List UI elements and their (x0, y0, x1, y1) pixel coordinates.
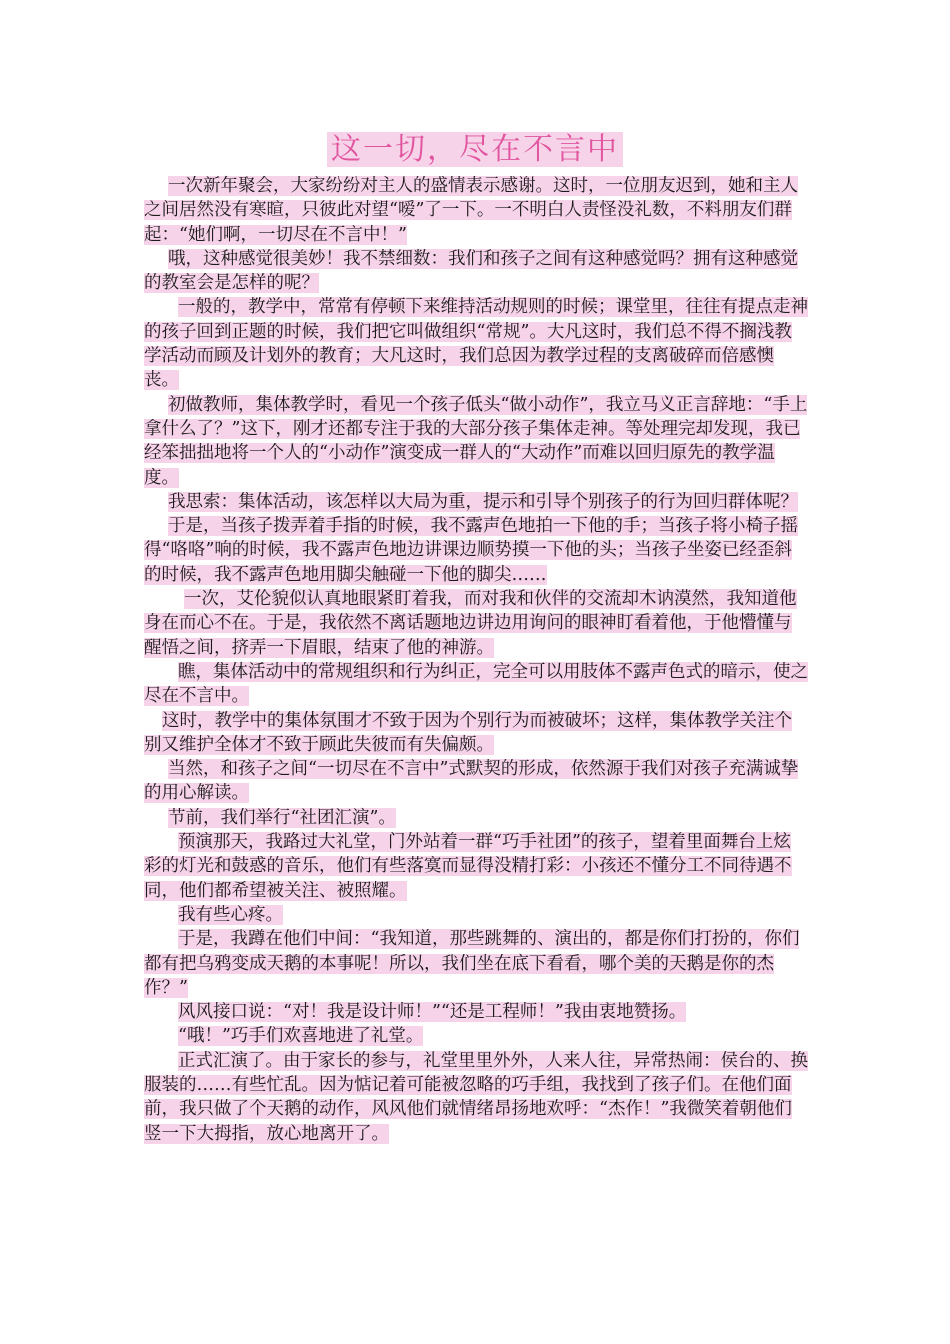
document-body (144, 174, 808, 1146)
paragraph: 一次新年聚会，大家纷纷对主人的盛情表示感谢。这时，一位朋友迟到，她和主人之间居然没有寒暄，只彼此对望“嗳”了一下。一不明白人责怪没礼数，不料朋友们群起：“她们啊，一切尽在不言中！” (144, 176, 798, 245)
paragraph: 我有些心疼。 (178, 904, 283, 925)
paragraph: 于是，当孩子拨弄着手指的时候，我不露声色地拍一下他的手；当孩子将小椅子摇得“咯咯”响的时候，我不露声色地边讲课边顺势摸一下他的头；当孩子坐姿已经歪斜的时候，我不露声色地用脚尖触碰一下他的脚尖…… (144, 516, 798, 585)
paragraph: 预演那天，我路过大礼堂，门外站着一群“巧手社团”的孩子，望着里面舞台上炫彩的灯光和鼓惑的音乐，他们有些落寞而显得没精打彩：小孩还不懂分工不同待遇不同，他们都希望被关注、被照耀。 (144, 832, 792, 901)
paragraph: 一般的，教学中，常常有停顿下来维持活动规则的时候；课堂里，往往有提点走神的孩子回到正题的时候，我们把它叫做组织“常规”。大凡这时，我们总不得不搁浅教学活动而顾及计划外的教育；大凡这时，我们总因为教学过程的支离破碎而倍感懊丧。 (144, 297, 808, 391)
paragraph: 于是，我蹲在他们中间：“我知道，那些跳舞的、演出的，都是你们打扮的，你们都有把乌鸦变成天鹅的本事呢！所以，我们坐在底下看看，哪个美的天鹅是你的杰作？” (144, 929, 800, 998)
paragraph: 瞧，集体活动中的常规组织和行为纠正，完全可以用肢体不露声色式的暗示，使之尽在不言中。 (144, 661, 808, 707)
paragraph: “哦！”巧手们欢喜地进了礼堂。 (178, 1026, 424, 1047)
paragraph: 正式汇演了。由于家长的参与，礼堂里里外外，人来人往，异常热闹：侯台的、换服装的……有些忙乱。因为惦记着可能被忽略的巧手组，我找到了孩子们。在他们面前，我只做了个天鹅的动作，风风他们就情绪昂扬地欢呼：“杰作！”我微笑着朝他们竖一下大拇指，放心地离开了。 (144, 1050, 808, 1144)
paragraph: 这时，教学中的集体氛围才不致于因为个别行为而被破坏；这样，集体教学关注个别又维护全体才不致于顾此失彼而有失偏颇。 (144, 710, 792, 755)
paragraph: 节前，我们举行“社团汇演”。 (168, 807, 396, 828)
paragraph: 一次，艾伦貌似认真地眼紧盯着我，而对我和伙伴的交流却木讷漠然，我知道他身在而心不在。于是，我依然不离话题地边讲边用询问的眼神盯看着他，于他懵懂与醒悟之间，挤弄一下眉眼，结束了他的神游。 (144, 589, 797, 658)
document-title: 这一切，尽在不言中 (0, 130, 950, 170)
paragraph: 风风接口说：“对！我是设计师！”“还是工程师！”我由衷地赞扬。 (178, 1002, 687, 1023)
paragraph: 哦，这种感觉很美妙！我不禁细数：我们和孩子之间有这种感觉吗？拥有这种感觉的教室会是怎样的呢？ (144, 248, 798, 294)
paragraph: 初做教师，集体教学时，看见一个孩子低头“做小动作”，我立马义正言辞地：“手上拿什么了？”这下，刚才还都专注于我的大部分孩子集体走神。等处理完却发现，我已经笨拙拙地将一个人的“小动作”演变成一群人的“大动作”而难以回归原先的教学温度。 (144, 394, 808, 488)
paragraph: 当然，和孩子之间“一切尽在不言中”式默契的形成，依然源于我们对孩子充满诚挚的用心解读。 (144, 759, 799, 804)
paragraph: 我思索：集体活动，该怎样以大局为重，提示和引导个别孩子的行为回归群体呢？ (168, 491, 798, 512)
